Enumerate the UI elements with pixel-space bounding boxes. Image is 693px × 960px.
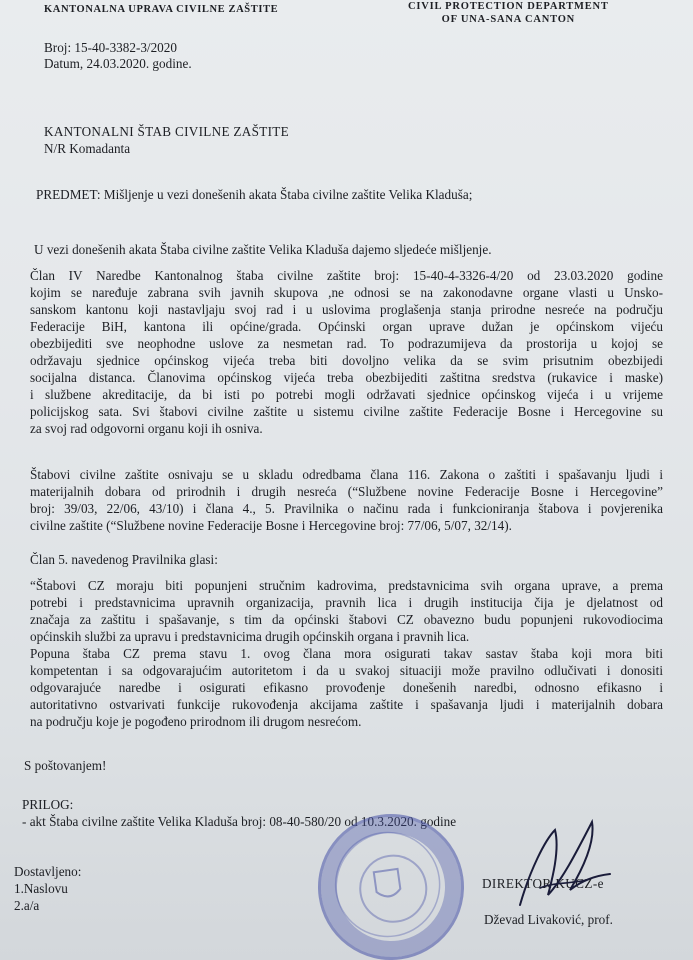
recipient-line1: KANTONALNI ŠTAB CIVILNE ZAŠTITE <box>44 124 289 139</box>
recipient-line2: N/R Komadanta <box>44 141 131 156</box>
para2-line: broj: 39/03, 22/06, 43/10) i člana 4., 5. Pravilnika o načinu rada i funkcioniranja štabova i povjerenika <box>30 501 663 516</box>
quote-line: općinskih službi za upravu i predstavnicima drugih općinskih organa i pravnih lica. <box>30 629 470 644</box>
signatory-name: Dževad Livaković, prof. <box>484 912 613 927</box>
document-date: Datum, 24.03.2020. godine. <box>44 56 192 71</box>
para2-line: civilne zaštite (“Službene novine Federacije Bosne i Hercegovine broj: 77/06, 5/07, 32/14). <box>30 518 512 533</box>
para1-line: Član IV Naredbe Kantonalnog štaba civilne zaštite broj: 15-40-4-3326-4/20 od 23.03.2020 godine <box>30 268 663 283</box>
header-right-line1: CIVIL PROTECTION DEPARTMENT <box>408 1 609 12</box>
header-left: KANTONALNA UPRAVA CIVILNE ZAŠTITE <box>44 4 279 15</box>
handwritten-signature <box>500 810 620 920</box>
quote-line: odgovarajuće naredbe i osigurati efikasno provođenje donešenih naredbi, odnosno efikasno i <box>30 680 663 695</box>
quote-line: potrebi i predstavnicima upravnih organizacija, pravnih lica i drugih institucija čija je djelatnost od <box>30 595 663 610</box>
para2-line: Štabovi civilne zaštite osnivaju se u skladu odredbama člana 116. Zakona o zaštiti i spašavanju ljudi i <box>30 467 663 482</box>
para1-line: sanskom kantonu koji nastavljaju svoj rad i u uslovima proglašenja stanja prirodne nesreće na području <box>30 302 663 317</box>
quote-line: “Štabovi CZ moraju biti popunjeni stručnim kadrovima, predstavnicima svih organa uprave, a prema <box>30 578 663 593</box>
intro-line: U vezi donešenih akata Štaba civilne zaštite Velika Kladuša dajemo sljedeće mišljenje. <box>34 242 492 257</box>
attachment-label: PRILOG: <box>22 797 74 812</box>
closing-greeting: S poštovanjem! <box>24 758 107 773</box>
attachment-item: - akt Štaba civilne zaštite Velika Kladuša broj: 08-40-580/20 od 10.3.2020. godine <box>22 814 457 829</box>
para1-line: i službene akreditacije, da bi isti po potrebi mogli održavati sjednice općinskog vijeća i u vrijeme <box>30 387 663 402</box>
para1-line: obezbijediti sve neophodne uslove za nesmetan rad. To podrazumijeva da prostorija u kojoj se <box>30 336 663 351</box>
quote-line: značaja za zaštitu i spašavanje, s tim da općinski štabovi CZ obavezno budu popunjeni rukovodiocima <box>30 612 663 627</box>
para1-line: socijalna distanca. Članovima općinskog vijeća treba obezbijediti zaštitna sredstva (rukavice i maske) <box>30 370 663 385</box>
reference-number: Broj: 15-40-3382-3/2020 <box>44 40 177 55</box>
para1-line: Federacije BiH, kantona ili općine/grada. Općinski organ uprave dužan je općinskom vijeću <box>30 319 663 334</box>
para1-line: za svoj rad odgovorni organu koji ih osniva. <box>30 421 263 436</box>
para1-line: održavaju sjednice općinskog vijeća treba biti dovoljno velika da se svim prisutnim obezbijedi <box>30 353 663 368</box>
subject-line: PREDMET: Mišljenje u vezi donešenih akata Štaba civilne zaštite Velika Kladuša; <box>36 187 473 202</box>
stamp-ring-icon <box>309 805 467 960</box>
official-stamp <box>309 805 474 960</box>
distribution-label: Dostavljeno: <box>14 864 82 879</box>
header-right-line2: OF UNA-SANA CANTON <box>441 14 576 25</box>
para2-line: materijalnih dobara od prirodnih i drugih nesreća (“Službene novine Federacije Bosne i Hercegovine” <box>30 484 663 499</box>
quote-line: autoritativno ostvarivati funkcije rukovođenja akcijama zaštite i spašavanja ljudi i materijalnih dobara <box>30 697 663 712</box>
quote-line: Popuna štaba CZ prema stavu 1. ovog člana mora osigurati takav sastav štaba koji mora biti <box>30 646 663 661</box>
distribution-item-1: 1.Naslovu <box>14 881 68 896</box>
para1-line: policijskog sata. Svi štabovi civilne zaštite u sistemu civilne zaštite Federacije Bosne i Hercegovine su <box>30 404 663 419</box>
quote-line: kompetentan i sa odgovarajućim autoritetom i da u svakoj situaciji može pravilno odlučivati i donositi <box>30 663 663 678</box>
header-right <box>408 0 609 26</box>
signatory-title: DIREKTOR KUCZ-e <box>482 876 604 891</box>
distribution-item-2: 2.a/a <box>14 898 40 913</box>
clan5-title: Član 5. navedenog Pravilnika glasi: <box>30 552 218 567</box>
quote-line: na području koje je pogođeno prirodnom ili drugom nesrećom. <box>30 714 362 729</box>
para1-line: kojim se naređuje zabrana svih javnih skupova ,ne odnosi se na zakonodavne organe vlasti u Unsko- <box>30 285 663 300</box>
